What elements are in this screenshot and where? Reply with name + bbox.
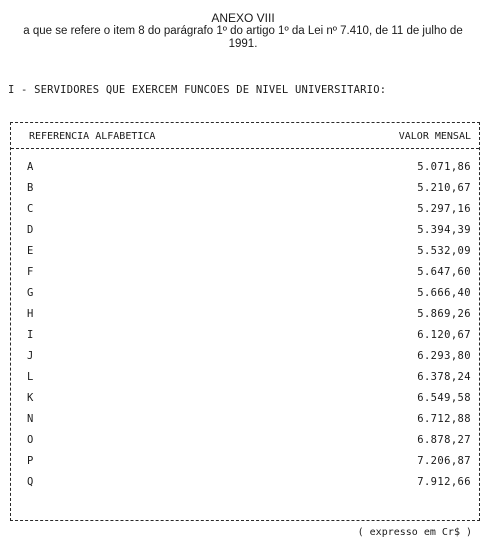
reference-letter: P [27,455,34,467]
monthly-value: 5.869,26 [417,308,471,320]
annex-subtitle: a que se refere o item 8 do parágrafo 1º do artigo 1º da Lei nº 7.410, de 11 de julho de 1991. [23,25,463,50]
reference-letter: L [27,371,34,383]
monthly-value: 5.071,86 [417,161,471,173]
table-row [11,266,479,287]
monthly-value: 6.120,67 [417,329,471,341]
column-header-value: VALOR MENSAL [398,131,471,142]
monthly-value: 6.712,88 [417,413,471,425]
section-title: I - SERVIDORES QUE EXERCEM FUNCOES DE NIVEL UNIVERSITARIO: [8,84,387,96]
table-row [11,455,479,476]
reference-letter: I [27,329,34,341]
table-row [11,224,479,245]
monthly-value: 7.206,87 [417,455,471,467]
reference-letter: E [27,245,34,257]
table-row [11,371,479,392]
column-header-reference: REFERENCIA ALFABETICA [29,131,156,142]
monthly-value: 6.293,80 [417,350,471,362]
reference-letter: F [27,266,34,278]
reference-letter: O [27,434,34,446]
reference-letter: G [27,287,34,299]
reference-letter: H [27,308,34,320]
monthly-value: 5.647,60 [417,266,471,278]
table-row [11,413,479,434]
document-header [0,12,486,51]
annex-title: ANEXO VIII [211,11,275,25]
reference-letter: A [27,161,34,173]
monthly-value: 5.394,39 [417,224,471,236]
reference-letter: D [27,224,34,236]
table-row [11,476,479,497]
reference-letter: Q [27,476,34,488]
monthly-value: 5.666,40 [417,287,471,299]
table-row [11,203,479,224]
table-row [11,182,479,203]
monthly-value: 5.532,09 [417,245,471,257]
table-row [11,392,479,413]
header-separator [11,148,479,149]
salary-table [10,122,480,521]
table-row [11,287,479,308]
reference-letter: K [27,392,34,404]
reference-letter: B [27,182,34,194]
table-row [11,434,479,455]
table-row [11,161,479,182]
reference-letter: N [27,413,34,425]
monthly-value: 6.549,58 [417,392,471,404]
table-row [11,329,479,350]
monthly-value: 6.378,24 [417,371,471,383]
monthly-value: 6.878,27 [417,434,471,446]
monthly-value: 5.210,67 [417,182,471,194]
reference-letter: C [27,203,34,215]
table-row [11,308,479,329]
reference-letter: J [27,350,34,362]
currency-note: ( expresso em Cr$ ) [357,527,472,538]
monthly-value: 7.912,66 [417,476,471,488]
table-row [11,350,479,371]
monthly-value: 5.297,16 [417,203,471,215]
table-row [11,245,479,266]
